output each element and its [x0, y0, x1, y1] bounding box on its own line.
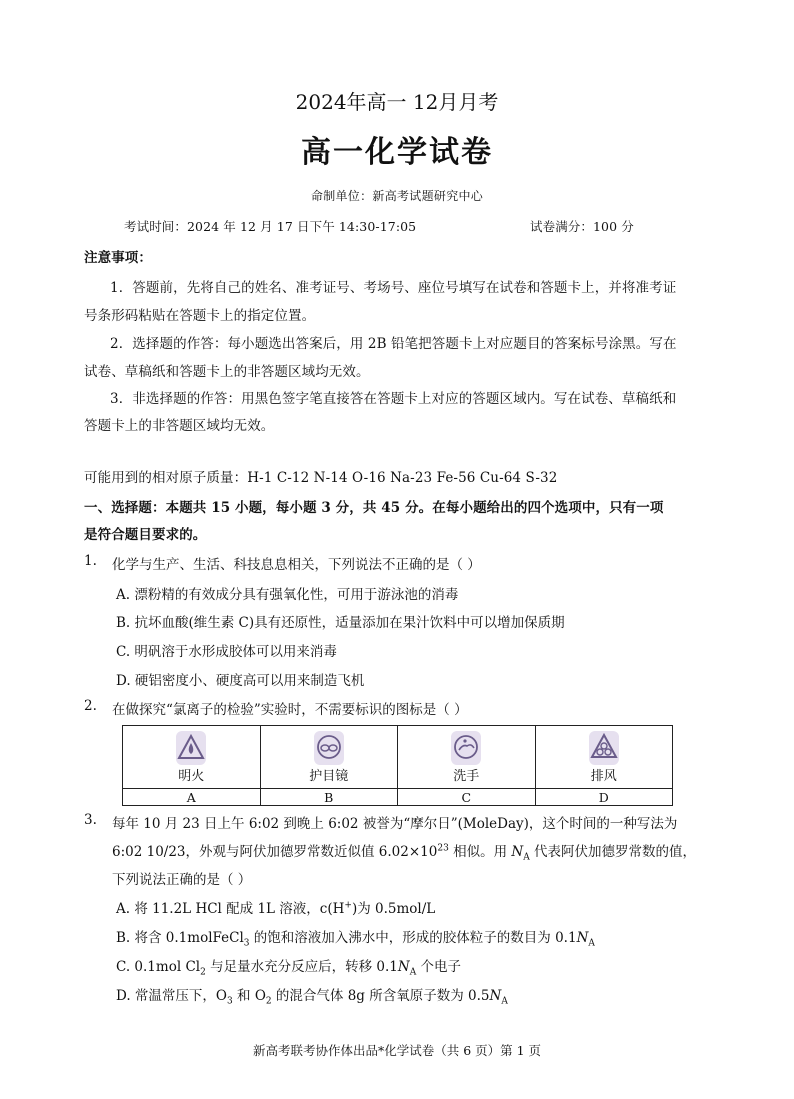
option-text: 和 O [232, 988, 266, 1004]
na-symbol: N [489, 988, 502, 1004]
subscript: 2 [265, 996, 272, 1007]
icon-table [122, 725, 673, 806]
atomic-masses: 可能用到的相对原子质量：H-1 C-12 N-14 O-16 Na-23 Fe-56 Cu-64 S-32 [84, 470, 558, 486]
notice-line: 3．非选择题的作答：用黑色签字笔直接答在答题卡上对应的答题区域内。写在试卷、草稿纸和 [110, 391, 677, 407]
notice-line: 试卷、草稿纸和答题卡上的非答题区域均无效。 [84, 364, 370, 380]
option-b [116, 926, 595, 949]
option-text: D. 常温常压下，O [116, 988, 227, 1004]
na-subscript: A [588, 938, 595, 949]
option-text: C. 0.1mol Cl [116, 959, 201, 975]
question-stem-line: 每年 10 月 23 日上午 6:02 到晚上 6:02 被誉为“摩尔日”(MoleDay)，这个时间的一种写法为 [112, 816, 678, 832]
paper-title: 高一化学试卷 [301, 135, 493, 170]
option-letter: C [398, 789, 536, 806]
icon-label: 排风 [590, 768, 617, 784]
option-c [116, 955, 461, 978]
handwash-icon [451, 731, 481, 765]
option-letter: A [123, 789, 261, 806]
na-subscript: A [501, 996, 508, 1007]
option-b: B. 抗坏血酸(维生素 C)具有还原性，适量添加在果汁饮料中可以增加保质期 [116, 615, 565, 631]
option-text: 与足量水充分反应后，转移 0.1 [205, 959, 398, 975]
question-stem-line [112, 840, 696, 863]
option-a [116, 897, 435, 917]
superscript: + [344, 900, 352, 911]
option-d: D. 硬铝密度小、硬度高可以用来制造飞机 [116, 673, 365, 689]
option-letter: B [260, 789, 398, 806]
question-number: 1. [84, 553, 97, 569]
exam-name: 2024年高一 12月月考 [295, 90, 499, 114]
icon-cell [398, 726, 536, 789]
na-symbol: N [511, 844, 524, 860]
question-number: 2. [84, 698, 97, 714]
option-text: A. 将 11.2L HCl 配成 1L 溶液，c(H [116, 901, 345, 917]
notice-line: 答题卡上的非答题区域均无效。 [84, 418, 275, 434]
stem-text: 相似。用 [448, 844, 512, 860]
goggles-icon [314, 731, 344, 765]
subscript: 3 [243, 938, 250, 949]
na-symbol: N [576, 930, 589, 946]
organizer: 命制单位：新高考试题研究中心 [310, 189, 484, 203]
page-footer: 新高考联考协作体出品*化学试卷（共 6 页）第 1 页 [252, 1043, 542, 1058]
icon-label: 洗手 [453, 768, 480, 784]
stem-text: 代表阿伏加德罗常数的值， [529, 844, 697, 860]
question-stem: 化学与生产、生活、科技息息相关，下列说法不正确的是（ ） [112, 557, 481, 573]
notice-line: 1．答题前，先将自己的姓名、准考证号、考场号、座位号填写在试卷和答题卡上，并将准考证 [110, 280, 677, 296]
notice-line: 2．选择题的作答：每小题选出答案后，用 2B 铅笔把答题卡上对应题目的答案标号涂黑。写在 [110, 336, 677, 352]
option-letter: D [535, 789, 673, 806]
stem-text: 6:02 10/23，外观与阿伏加德罗常数近似值 6.02×10 [112, 844, 438, 860]
exam-time: 考试时间：2024 年 12 月 17 日下午 14:30-17:05 [124, 219, 417, 234]
icon-cell [535, 726, 673, 789]
na-subscript: A [409, 967, 417, 978]
option-c: C. 明矾溶于水形成胶体可以用来消毒 [116, 644, 337, 660]
option-text: )为 0.5mol/L [351, 901, 436, 917]
option-d [116, 984, 508, 1007]
option-text: B. 将含 0.1molFeCl [116, 930, 244, 946]
subscript: 3 [227, 996, 233, 1007]
option-text: 个电子 [416, 959, 461, 975]
icon-cell [260, 726, 398, 789]
subscript: 2 [200, 967, 206, 978]
section-heading: 一、选择题：本题共 15 小题，每小题 3 分，共 45 分。在每小题给出的四个选项中，只有一项 [84, 500, 664, 516]
option-text: 的混合气体 8g 所含氧原子数为 0.5 [271, 988, 490, 1004]
exhaust-fan-icon [589, 731, 619, 765]
notice-title: 注意事项： [84, 250, 152, 266]
question-number: 3. [84, 812, 97, 828]
icon-cell [123, 726, 261, 789]
full-score: 试卷满分：100 分 [530, 219, 634, 234]
na-subscript: A [523, 852, 530, 863]
option-text: 的饱和溶液加入沸水中，形成的胶体粒子的数目为 0.1 [249, 930, 577, 946]
question-stem: 在做探究“氯离子的检验”实验时，不需要标识的图标是（ ） [112, 702, 468, 718]
question-stem-line: 下列说法正确的是（ ） [112, 872, 252, 888]
flame-icon [176, 731, 206, 765]
icon-label: 护目镜 [309, 768, 349, 784]
option-a: A. 漂粉精的有效成分具有强氧化性，可用于游泳池的消毒 [116, 587, 459, 603]
na-symbol: N [397, 959, 410, 975]
section-heading-cont: 是符合题目要求的。 [84, 527, 207, 543]
icon-label: 明火 [178, 768, 205, 784]
exponent: 23 [437, 843, 449, 854]
notice-line: 号条形码粘贴在答题卡上的指定位置。 [84, 308, 316, 324]
